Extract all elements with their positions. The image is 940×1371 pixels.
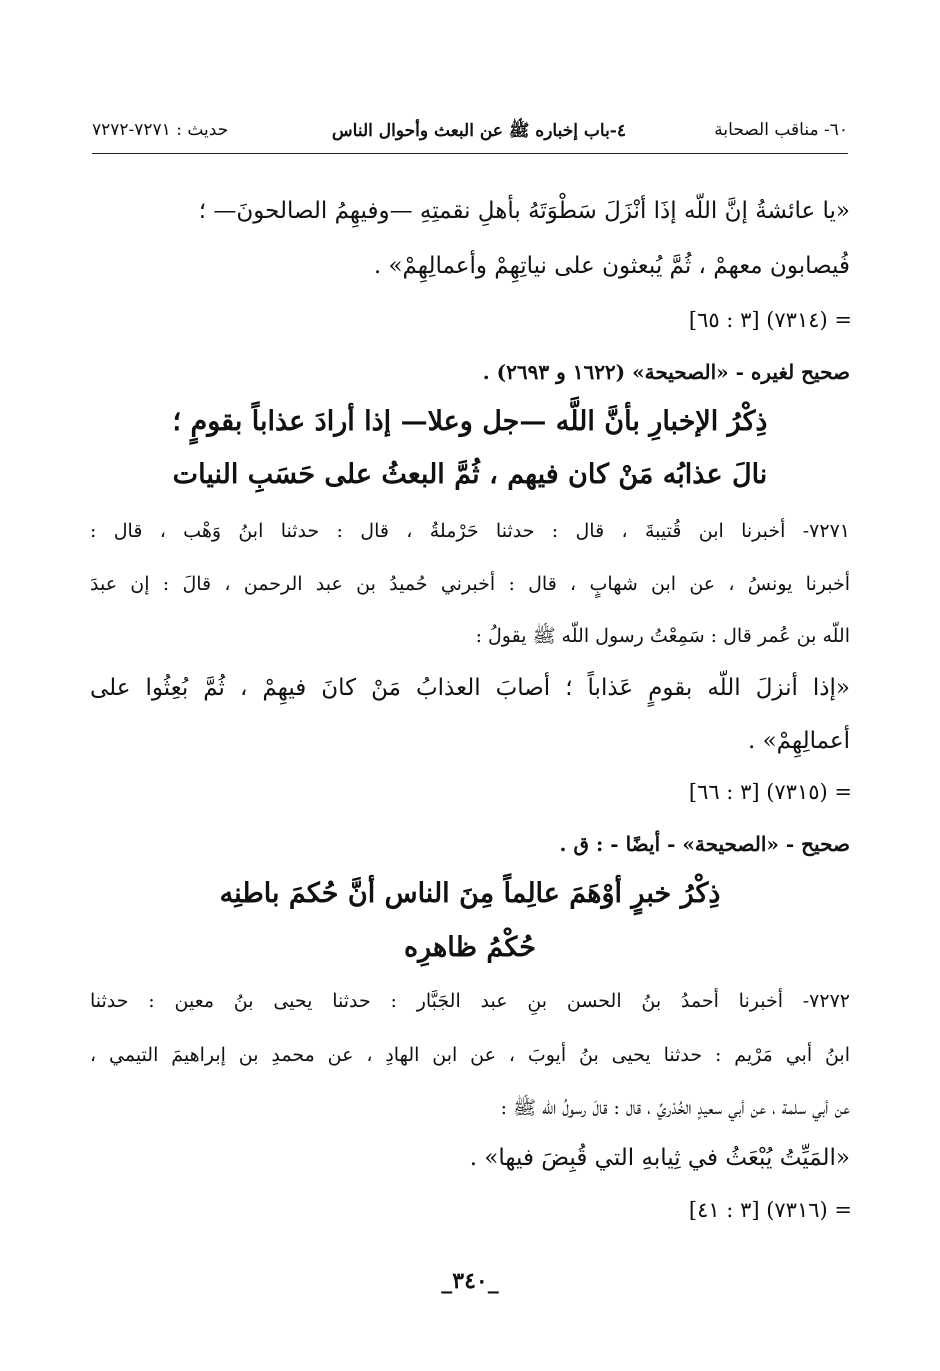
hadith-text-line: ابنُ أبي مَرْيم : حدثنا يحيى بنُ أيوبَ ، عن ابن الهادِ ، عن محمدِ بن إبراهيمَ التيمي ، xyxy=(90,1044,850,1066)
reference-line: = (٧٣١٦) [٣ : ٤١] xyxy=(688,1198,852,1222)
header-divider xyxy=(92,153,848,154)
hadith-text-line: اللّه بن عُمر قال : سَمِعْتُ رسول اللّه ﷺ يقولُ : xyxy=(475,625,850,647)
quote-line: أعمالِهِمْ» . xyxy=(747,728,850,754)
grading-line: صحيح - «الصحيحة» - أيضًا - : ق . xyxy=(559,832,850,856)
header-book-section: ٦٠- مناقب الصحابة xyxy=(714,120,848,140)
quote-line: «المَيِّتُ يُبْعَثُ في ثِيابهِ التي قُبِضَ فيها» . xyxy=(469,1145,850,1171)
quote-line: فُيصابون معهمْ ، ثُمَّ يُبعثون على نياتِهِمْ وأعمالِهِمْ» . xyxy=(373,253,850,279)
reference-line: = (٧٣١٤) [٣ : ٦٥] xyxy=(688,308,852,332)
running-header xyxy=(92,120,848,152)
section-title-line: ذِكْرُ خبرٍ أوْهَمَ عالِماً مِنَ الناس أنَّ حُكمَ باطنِه xyxy=(219,878,721,909)
reference-line: = (٧٣١٥) [٣ : ٦٦] xyxy=(688,780,852,804)
quote-line: «إذا أنزلَ اللّه بقومٍ عَذاباً ؛ أصابَ العذابُ مَنْ كانَ فيهِمْ ، ثُمَّ بُعِثُوا على xyxy=(90,675,850,701)
quote-line: «يا عائشةُ إنَّ اللّه إذَا أنْزَلَ سَطْوَتَهُ بأهلِ نقمتِهِ —وفيهِمُ الصالحونَ— ؛ xyxy=(198,198,850,224)
grading-line: صحيح لغيره - «الصحيحة» (١٦٢٢ و ٢٦٩٣) . xyxy=(482,360,850,384)
header-chapter-title: ٤-باب إخباره ﷺ عن البعث وأحوال الناس xyxy=(331,121,626,141)
section-title-line: حُكْمُ ظاهرِه xyxy=(404,932,536,963)
section-title-line: ذِكْرُ الإخبارِ بأنَّ اللَّه —جل وعلا— إذا أرادَ عذاباً بقومٍ ؛ xyxy=(172,406,768,437)
section-title-line: نالَ عذابُه مَنْ كان فيهم ، ثُمَّ البعثُ على حَسَبِ النيات xyxy=(172,459,768,490)
hadith-text-line: ٧٢٧٢- أخبرنا أحمدُ بنُ الحسن بنِ عبد الجَبَّار : حدثنا يحيى بنُ معين : حدثنا xyxy=(90,990,850,1012)
page-number: _٣٤٠_ xyxy=(441,1268,499,1294)
hadith-text-line: ٧٢٧١- أخبرنا ابن قُتيبةَ ، قال : حدثنا حَرْملةُ ، قال : حدثنا ابنُ وَهْب ، قال : xyxy=(90,520,850,542)
hadith-text-line: أخبرنا يونسُ ، عن ابن شهابٍ ، قال : أخبرني حُميدُ بن عبد الرحمن ، قالَ : إن عبدَ xyxy=(90,573,850,595)
header-hadith-range: حديث : ٧٢٧١-٧٢٧٢ xyxy=(92,120,229,140)
hadith-text-line: عن أبي سلمة ، عن أبي سعيدٍ الخُدْريِّ ، قال : قالَ رسولُ اللّه ﷺ : xyxy=(500,1097,850,1119)
